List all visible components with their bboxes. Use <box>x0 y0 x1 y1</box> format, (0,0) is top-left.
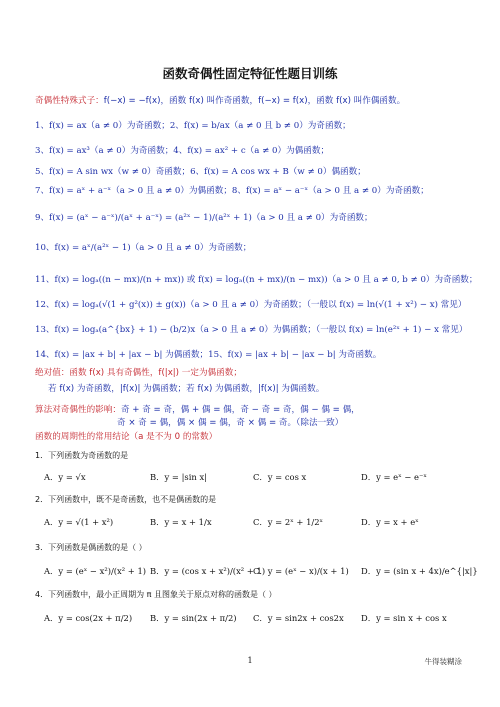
page-title: 函数奇偶性固定特征性题目训练 <box>162 66 338 81</box>
period-line <box>35 431 475 443</box>
rule-line-6: 10、f(x) = aˣ/(a²ˣ − 1)（a > 0 且 a ≠ 0）为奇函数； <box>35 243 252 253</box>
rule-line-2: 3、f(x) = ax³（a ≠ 0）为奇函数；4、f(x) = ax² + c（a ≠ 0）为偶函数； <box>35 146 330 156</box>
question-1-option-d: D．y = eˣ − e⁻ˣ <box>361 472 427 482</box>
absolute-label: 绝对值： <box>35 368 70 378</box>
footer-source: 牛得装糊涂 <box>424 657 462 666</box>
question-3-stem: 3．下列函数是偶函数的是（ ） <box>35 543 147 552</box>
question-1-option-c: C．y = cos x <box>253 472 307 482</box>
question-1-option-a: A．y = √x <box>44 472 86 482</box>
arith-text-1: 奇 + 奇 = 奇，偶 + 偶 = 偶，奇 − 奇 = 奇，偶 − 偶 = 偶， <box>120 405 360 415</box>
arith-label: 算法对奇偶性的影响： <box>35 405 121 415</box>
rule-line-10: 14、f(x) = |ax + b| + |ax − b| 为偶函数；15、f(x) = |ax + b| − |ax − b| 为奇函数。 <box>35 350 382 360</box>
arith-line-2 <box>117 417 500 429</box>
absolute-text-2: 若 f(x) 为奇函数，|f(x)| 为偶函数；若 f(x) 为偶函数，|f(x)| 为偶函数。 <box>48 384 325 394</box>
question-3-option-d: D．y = (sin x + 4x)/e^{|x|} <box>361 566 478 576</box>
rule-line-1: 1、f(x) = ax（a ≠ 0）为奇函数；2、f(x) = b/ax（a ≠ 0 且 b ≠ 0）为奇函数； <box>35 121 351 131</box>
absolute-line-1 <box>35 367 475 379</box>
definition-text: f(−x) = −f(x)，函数 f(x) 叫作奇函数，f(−x) = f(x)，函数 f(x) 叫作偶函数。 <box>103 96 406 106</box>
question-2-option-c: C．y = 2ˣ + 1/2ˣ <box>253 517 324 527</box>
question-4-option-a: A．y = cos(2x + π/2) <box>44 613 133 623</box>
question-1-stem: 1．下列函数为奇函数的是 <box>35 451 129 460</box>
absolute-text-1: 函数 f(x) 具有奇偶性，f(|x|) 一定为偶函数； <box>69 368 242 378</box>
question-2-stem: 2．下列函数中，既不是奇函数，也不是偶函数的是 <box>35 495 217 504</box>
arith-line-1 <box>35 404 475 416</box>
rule-line-7: 11、f(x) = logₐ((n − mx)/(n + mx)) 或 f(x) = logₐ((n + mx)/(n − mx))（a > 0 且 a ≠ 0, b ≠ 0）为奇函数； <box>35 275 478 285</box>
absolute-line-2 <box>48 383 488 395</box>
question-2-option-d: D．y = x + eˣ <box>361 517 419 527</box>
definition-label: 奇偶性特殊式子： <box>35 96 104 106</box>
rule-line-5: 9、f(x) = (aˣ − a⁻ˣ)/(aˣ + a⁻ˣ) = (a²ˣ − 1)/(a²ˣ + 1)（a > 0 且 a ≠ 0）为奇函数； <box>35 213 373 223</box>
question-1-option-b: B．y = |sin x| <box>150 472 208 482</box>
rule-line-3: 5、f(x) = A sin wx（w ≠ 0）奇函数；6、f(x) = A cos wx + B（w ≠ 0）偶函数； <box>35 167 366 177</box>
question-3-option-c: C．y = (eˣ − x)/(x + 1) <box>253 566 349 576</box>
question-4-option-c: C．y = sin2x + cos2x <box>253 613 344 623</box>
arith-text-2: 奇 × 奇 = 偶，偶 × 偶 = 偶，奇 × 偶 = 奇。（除法一致） <box>117 418 344 428</box>
question-3-option-b: B．y = (cos x + x²)/(x² + 1) <box>150 566 266 576</box>
period-text: 函数的周期性的常用结论（a 是不为 0 的常数） <box>35 432 218 442</box>
definition-line <box>35 95 475 107</box>
question-2-option-a: A．y = √(1 + x²) <box>44 517 114 527</box>
question-2-option-b: B．y = x + 1/x <box>150 517 212 527</box>
question-4-option-b: B．y = sin(2x + π/2) <box>150 613 237 623</box>
question-4-option-d: D．y = sin x + cos x <box>361 613 447 623</box>
page-number: 1 <box>247 656 253 665</box>
question-4-stem: 4．下列函数中，最小正周期为 π 且图象关于原点对称的函数是（ ） <box>35 590 277 599</box>
rule-line-9: 13、f(x) = logₐ(a^{bx} + 1) − (b/2)x（a > 0 且 a ≠ 0）为偶函数；（一般以 f(x) = ln(e²ˣ + 1) − x 常见） <box>35 325 468 335</box>
rule-line-4: 7、f(x) = aˣ + a⁻ˣ（a > 0 且 a ≠ 0）为偶函数；8、f(x) = aˣ − a⁻ˣ（a > 0 且 a ≠ 0）为奇函数； <box>35 186 429 196</box>
question-3-option-a: A．y = (eˣ − x²)/(x² + 1) <box>44 566 147 576</box>
rule-line-8: 12、f(x) = logₐ(√(1 + g²(x)) ± g(x))（a > 0 且 a ≠ 0）为奇函数；（一般以 f(x) = ln(√(1 + x²) − x) 常见） <box>35 300 467 310</box>
